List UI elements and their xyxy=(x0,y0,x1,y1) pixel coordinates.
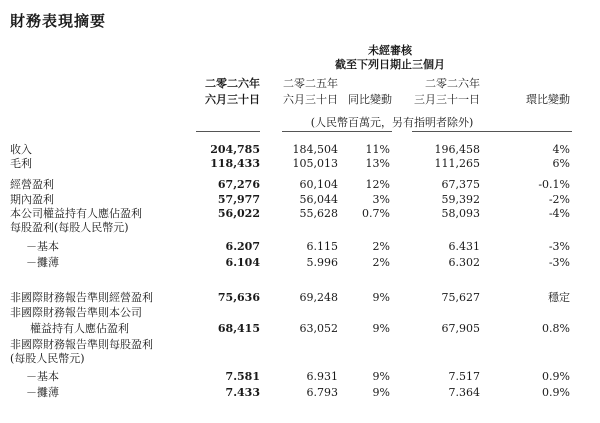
row-label: －基本 xyxy=(26,370,59,383)
row-label: 每股盈利(每股人民幣元) xyxy=(10,221,129,234)
col1-rule xyxy=(196,131,260,132)
value-col1: 68,415 xyxy=(217,322,260,335)
row-label: 經營盈利 xyxy=(10,178,54,191)
value-col3: 13% xyxy=(365,157,390,170)
value-col1: 204,785 xyxy=(210,143,260,156)
row-label: 期內盈利 xyxy=(10,193,54,206)
row-label: 本公司權益持有人應佔盈利 xyxy=(10,207,142,220)
header-group-period: 截至下列日期止三個月 xyxy=(335,58,445,71)
value-col5: 穩定 xyxy=(548,291,570,304)
value-col1: 67,276 xyxy=(217,178,260,191)
value-col4: 111,265 xyxy=(434,157,480,170)
row-label: 非國際財務報告準則每股盈利 xyxy=(10,338,153,351)
value-col4: 7.517 xyxy=(448,370,480,383)
value-col4: 6.431 xyxy=(448,240,480,253)
value-col1: 6.104 xyxy=(225,256,260,269)
unit-note: (人民幣百萬元，另有指明者除外) xyxy=(310,116,474,129)
value-col3: 2% xyxy=(372,240,390,253)
col4-header-date: 三月三十一日 xyxy=(414,93,480,106)
value-col2: 56,044 xyxy=(299,193,338,206)
value-col4: 7.364 xyxy=(448,386,480,399)
col2-header-date: 六月三十日 xyxy=(283,93,338,106)
value-col2: 5.996 xyxy=(306,256,338,269)
value-col1: 57,977 xyxy=(217,193,260,206)
value-col2: 55,628 xyxy=(299,207,338,220)
value-col3: 9% xyxy=(372,291,390,304)
value-col4: 75,627 xyxy=(441,291,480,304)
row-label: 權益持有人應佔盈利 xyxy=(30,322,129,335)
value-col5: 4% xyxy=(552,143,570,156)
value-col4: 67,375 xyxy=(441,178,480,191)
value-col5: 0.9% xyxy=(542,386,570,399)
value-col3: 9% xyxy=(372,386,390,399)
col4-header-year: 二零二六年 xyxy=(425,77,480,90)
row-label: (每股人民幣元) xyxy=(10,352,85,365)
value-col4: 58,093 xyxy=(441,207,480,220)
value-col1: 6.207 xyxy=(225,240,260,253)
value-col4: 59,392 xyxy=(441,193,480,206)
header-group-unaudited: 未經審核 xyxy=(368,44,412,57)
value-col2: 6.115 xyxy=(306,240,338,253)
value-col3: 0.7% xyxy=(362,207,390,220)
value-col5: -2% xyxy=(548,193,570,206)
value-col3: 12% xyxy=(365,178,390,191)
row-label: 收入 xyxy=(10,143,32,156)
value-col5: -3% xyxy=(548,240,570,253)
row-label: 非國際財務報告準則本公司 xyxy=(10,306,142,319)
row-label: 毛利 xyxy=(10,157,32,170)
page-title: 財務表現摘要 xyxy=(10,12,107,30)
row-label: 非國際財務報告準則經營盈利 xyxy=(10,291,153,304)
value-col4: 6.302 xyxy=(448,256,480,269)
value-col5: 0.8% xyxy=(542,322,570,335)
value-col5: 6% xyxy=(552,157,570,170)
value-col3: 11% xyxy=(365,143,390,156)
value-col1: 75,636 xyxy=(217,291,260,304)
value-col3: 9% xyxy=(372,322,390,335)
value-col1: 7.581 xyxy=(225,370,260,383)
row-label: －攤薄 xyxy=(26,386,59,399)
value-col3: 2% xyxy=(372,256,390,269)
col2-header-year: 二零二五年 xyxy=(283,77,338,90)
row-label: －攤薄 xyxy=(26,256,59,269)
col4-5-rule xyxy=(412,131,572,132)
value-col2: 6.931 xyxy=(306,370,338,383)
value-col1: 118,433 xyxy=(210,157,260,170)
value-col4: 67,905 xyxy=(441,322,480,335)
row-label: －基本 xyxy=(26,240,59,253)
value-col5: -3% xyxy=(548,256,570,269)
value-col2: 184,504 xyxy=(292,143,338,156)
col5-header: 環比變動 xyxy=(526,93,570,106)
value-col2: 69,248 xyxy=(299,291,338,304)
value-col5: -4% xyxy=(548,207,570,220)
value-col4: 196,458 xyxy=(434,143,480,156)
value-col2: 60,104 xyxy=(299,178,338,191)
col1-header-date: 六月三十日 xyxy=(205,93,260,106)
value-col1: 56,022 xyxy=(217,207,260,220)
col2-3-rule xyxy=(282,131,392,132)
value-col3: 9% xyxy=(372,370,390,383)
value-col2: 6.793 xyxy=(306,386,338,399)
col1-header-year: 二零二六年 xyxy=(205,77,260,90)
value-col2: 105,013 xyxy=(292,157,338,170)
col3-header: 同比變動 xyxy=(348,93,392,106)
value-col2: 63,052 xyxy=(299,322,338,335)
value-col5: 0.9% xyxy=(542,370,570,383)
value-col1: 7.433 xyxy=(225,386,260,399)
value-col3: 3% xyxy=(372,193,390,206)
value-col5: -0.1% xyxy=(538,178,570,191)
